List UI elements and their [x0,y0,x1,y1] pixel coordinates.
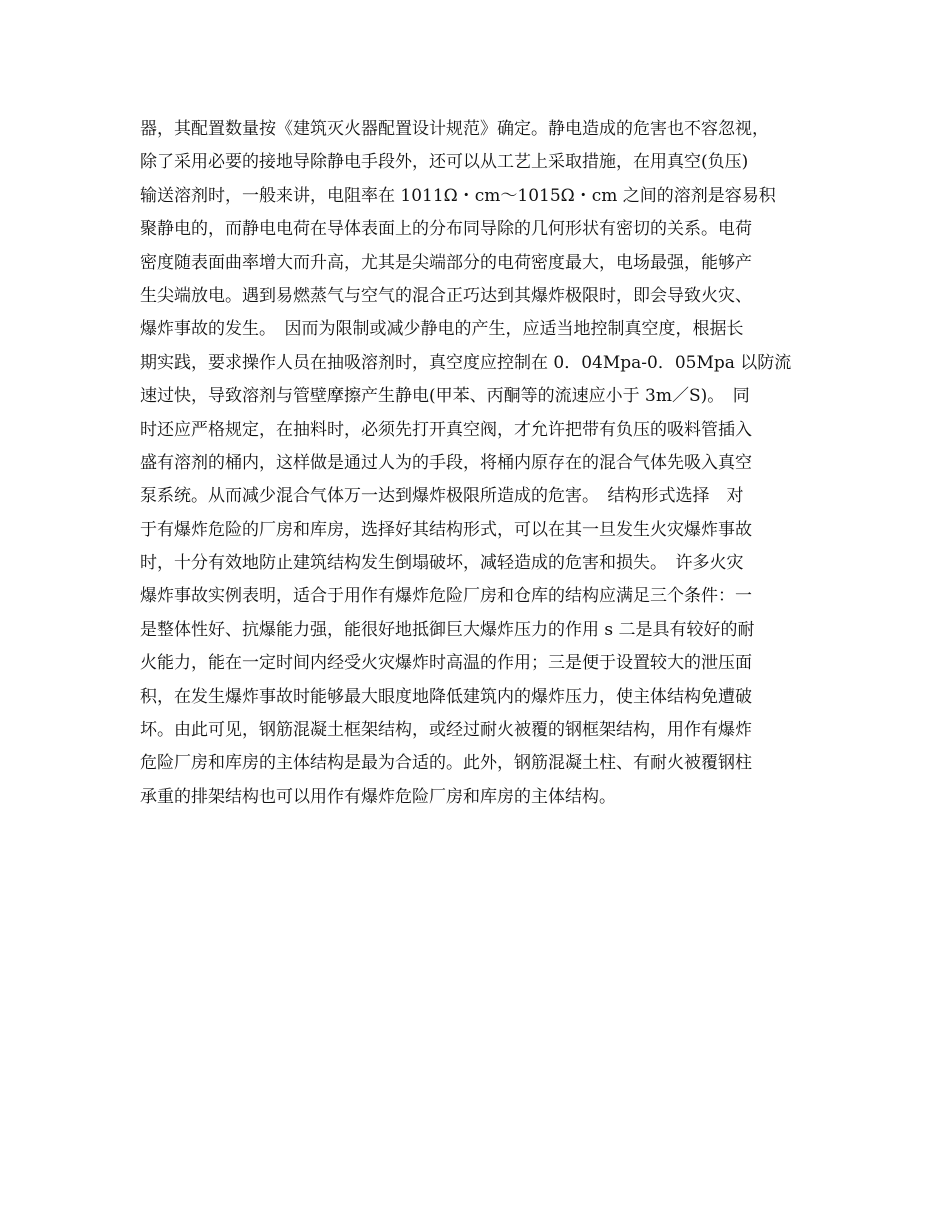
text-line: 期实践，要求操作人员在抽吸溶剂时，真空度应控制在 0．04Mpa-0．05Mpa 以防流 [140,352,792,373]
text-line: 速过快，导致溶剂与管壁摩擦产生静电(甲苯、丙酮等的流速应小于 3m／S)。 同 [140,386,750,407]
body-text [140,113,840,814]
text-line: 时，十分有效地防止建筑结构发生倒塌破坏，减轻造成的危害和损失。 许多火灾 [140,553,744,574]
text-line: 泵系统。从而减少混合气体万一达到爆炸极限所造成的危害。 结构形式选择 对 [140,486,744,507]
text-line: 火能力，能在一定时间内经受火灾爆炸时高温的作用；三是便于设置较大的泄压面 [140,653,752,674]
text-line: 生尖端放电。遇到易燃蒸气与空气的混合正巧达到其爆炸极限时，即会导致火灾、 [140,285,752,306]
text-line: 除了采用必要的接地导除静电手段外，还可以从工艺上采取措施，在用真空(负压) [140,152,749,173]
text-line: 是整体性好、抗爆能力强，能很好地抵御巨大爆炸压力的作用 s 二是具有较好的耐 [140,619,755,640]
text-line: 输送溶剂时，一般来讲，电阻率在 1011Ω・cm～1015Ω・cm 之间的溶剂是容易积 [140,185,776,206]
text-line: 积，在发生爆炸事故时能够最大眼度地降低建筑内的爆炸压力，使主体结构免遭破 [140,686,752,707]
text-line: 坏。由此可见，钢筋混凝土框架结构，或经过耐火被覆的钢框架结构，用作有爆炸 [140,720,752,741]
text-line: 时还应严格规定，在抽料时，必须先打开真空阀，才允许把带有负压的吸料管插入 [140,419,752,440]
text-line: 爆炸事故实例表明，适合于用作有爆炸危险厂房和仓库的结构应满足三个条件：一 [140,586,752,607]
text-line: 危险厂房和库房的主体结构是最为合适的。此外，钢筋混凝土柱、有耐火被覆钢柱 [140,753,752,774]
text-line: 器，其配置数量按《建筑灭火器配置设计规范》确定。静电造成的危害也不容忽视， [140,119,769,139]
text-line: 于有爆炸危险的厂房和库房，选择好其结构形式，可以在其一旦发生火灾爆炸事故 [140,519,752,540]
text-line: 承重的排架结构也可以用作有爆炸危险厂房和库房的主体结构。 [140,786,616,807]
text-line: 爆炸事故的发生。 因而为限制或减少静电的产生，应适当地控制真空度，根据长 [140,319,744,340]
text-line: 密度随表面曲率增大而升高，尤其是尖端部分的电荷密度最大，电场最强，能够产 [140,252,752,273]
text-line: 盛有溶剂的桶内，这样做是通过人为的手段，将桶内原存在的混合气体先吸入真空 [140,452,752,473]
text-line: 聚静电的，而静电电荷在导体表面上的分布同导除的几何形状有密切的关系。电荷 [140,219,752,240]
